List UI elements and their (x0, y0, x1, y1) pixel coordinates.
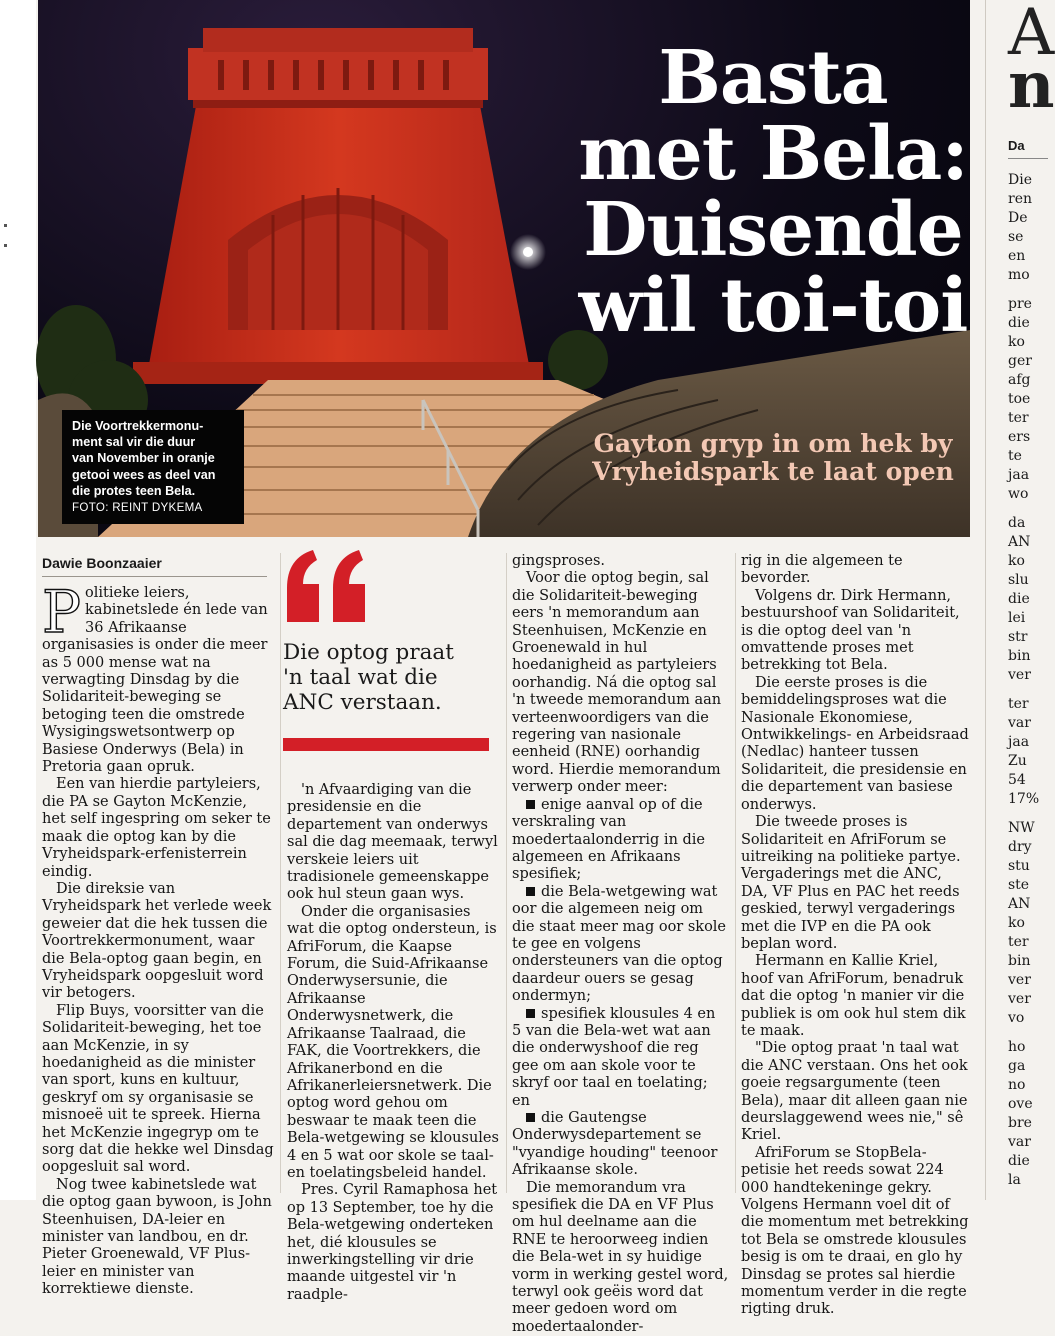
bullet-item: enige aanval op of die verskraling van moedertaalonderrig in die algemeen en Afrikaans spesifiek; (512, 796, 706, 883)
pull-quote-line: 'n taal wat die (283, 665, 438, 690)
next-text-fragment: die (1008, 315, 1030, 331)
next-text-fragment: se (1008, 229, 1024, 245)
next-text-fragment: ter (1008, 696, 1029, 712)
next-text-fragment: Zu (1008, 753, 1027, 769)
article-paragraph: Die tweede proses is Solidariteit en AfriForum se uitreiking na politieke partye. Vergaderings met die ANC, DA, VF Plus en PAC het reeds geskied, terwyl vergaderings met die IVP en die PA ook beplan word. (741, 814, 961, 952)
next-text-fragment: no (1008, 1077, 1026, 1093)
next-text-fragment: 17% (1008, 791, 1040, 807)
next-text-fragment: ers (1008, 429, 1031, 445)
article-paragraph: rig in die algemeen te bevorder. (741, 553, 903, 587)
next-text-fragment: 54 (1008, 772, 1026, 788)
pull-quote-bar (283, 738, 489, 751)
column-rule (735, 553, 736, 1193)
article-paragraph: AfriForum se StopBela-petisie het reeds sowat 224 000 handtekeninge gekry. Volgens Hermann voel dit of die momentum met betrekking tot Bela se omstrede klousules besig is om te draai, en glo hy Dinsdag se protes sal hierdie momentum verder in die regte rigting druk. (741, 1144, 969, 1318)
next-text-fragment: jaa (1008, 734, 1030, 750)
next-text-fragment: var (1008, 1134, 1031, 1150)
next-text-fragment: wo (1008, 486, 1029, 502)
pull-quote-text (283, 640, 483, 715)
next-text-fragment: ger (1008, 353, 1032, 369)
next-text-fragment: la (1008, 1172, 1021, 1188)
next-headline-fragment: n (1008, 48, 1055, 123)
subheadline-line: Gayton gryp in om hek by (593, 429, 953, 458)
bullet-square-icon (526, 1113, 535, 1122)
article-paragraph: "Die optog praat 'n taal wat die ANC verstaan. Ons het ook goeie regsargumente (teen Bela), maar dit alleen gaan nie deurslaggewend wees nie," sê Kriel. (741, 1040, 968, 1144)
next-text-fragment: ove (1008, 1096, 1033, 1112)
bullet-square-icon (526, 887, 535, 896)
column-rule (506, 553, 507, 1193)
article-paragraph: 'n Afvaardiging van die presidensie en die departement van onderwys sal die dag meemaak, terwyl verskeie leiers uit tradisionele gemeenskappe ook hul steun gaan wys. (287, 782, 498, 903)
article-paragraph: Die eerste proses is die bemiddelingsproses wat die Nasionale Ekonomiese, Ontwikkelings- en Arbeidsraad (Nedlac) hanteer tussen Solidariteit, die presidensie en die departement van basiese onderwys. (741, 674, 969, 813)
next-text-fragment: ko (1008, 334, 1025, 350)
next-text-fragment: lei (1008, 610, 1026, 626)
caption-line: van November in oranje (72, 451, 215, 466)
dropcap: P (42, 578, 82, 646)
article-paragraph: gingsproses. (512, 553, 605, 569)
next-text-fragment: jaa (1008, 467, 1030, 483)
article-column-1 (42, 578, 275, 1299)
next-text-fragment: ren (1008, 191, 1032, 207)
edge-mark (4, 244, 7, 247)
next-text-fragment: AN (1008, 896, 1031, 912)
bullet-item: die Bela-wetgewing wat oor die algemeen neig om die staat meer mag oor skole te gee en volgens ondersteuners van die optog daardeur ouers se gesag ondermyn; (512, 883, 727, 1005)
next-text-fragment: te (1008, 448, 1022, 464)
subheadline-line: Vryheidspark te laat open (592, 457, 954, 486)
next-headline-fragment: A (1008, 0, 1055, 70)
headline-line: met Bela: (578, 111, 968, 197)
next-byline-fragment: Da (1008, 138, 1025, 153)
next-byline-rule (1008, 158, 1048, 159)
article-paragraph: Voor die optog begin, sal die Solidariteit-beweging eers 'n memorandum aan Steenhuisen, McKenzie en Groenewald in hul hoedanigheid as partyleiers oorhandig. Ná die optog sal 'n tweede memorandum aan verteenwoordigers van die regering van nasionale eenheid (RNE) oorhandig word. Hierdie memorandum verwerp onder meer: (512, 570, 722, 796)
next-text-fragment: ko (1008, 915, 1025, 931)
article-column-2 (287, 782, 499, 1304)
caption-line: getooi wees as deel van (72, 467, 216, 482)
next-text-fragment: ste (1008, 877, 1030, 893)
next-text-fragment: bre (1008, 1115, 1032, 1131)
next-text-fragment: ver (1008, 667, 1031, 683)
next-text-fragment: var (1008, 715, 1031, 731)
next-text-fragment: mo (1008, 267, 1030, 283)
next-text-fragment: dry (1008, 839, 1032, 855)
bullet-item: spesifiek klousules 4 en 5 van die Bela-wet wat aan die onderwyshoof die reg gee om aan skole voor te skryf oor taal en toelating; en (512, 1005, 716, 1109)
next-text-fragment: stu (1008, 858, 1030, 874)
next-text-fragment: afg (1008, 372, 1031, 388)
next-text-fragment: ter (1008, 934, 1029, 950)
caption-line: Die Voortrekkermonu- (72, 419, 204, 433)
next-text-fragment: die (1008, 591, 1030, 607)
pull-quote-line: ANC verstaan. (283, 690, 442, 715)
edge-mark (4, 224, 7, 227)
next-text-fragment: vo (1008, 1010, 1025, 1026)
next-text-fragment: Die (1008, 172, 1032, 188)
next-text-fragment: toe (1008, 391, 1031, 407)
next-text-fragment: slu (1008, 572, 1029, 588)
bullet-square-icon (526, 1009, 535, 1018)
next-text-fragment: ver (1008, 991, 1031, 1007)
subheadline (578, 430, 968, 486)
byline: Dawie Boonzaaier (42, 555, 162, 571)
article-paragraph: Volgens dr. Dirk Hermann, bestuurshoof van Solidariteit, is die optog deel van 'n omvattende proses met betrekking tot Bela. (741, 587, 960, 674)
photo-caption (62, 410, 244, 524)
column-rule (280, 553, 281, 1193)
next-text-fragment: ter (1008, 410, 1029, 426)
next-article-strip (985, 0, 1055, 1200)
next-text-fragment: bin (1008, 953, 1031, 969)
article-paragraph: Een van hierdie partyleiers, die PA se Gayton McKenzie, het self ingespring om seker te maak die optog kan by die Vryheidspark-erfenisterrein eindig. (42, 776, 271, 880)
headline-line: Basta (658, 35, 888, 121)
next-text-fragment: da (1008, 515, 1026, 531)
article-paragraph: Pres. Cyril Ramaphosa het op 13 September, toe hy die Bela-wetgewing onderteken het, dié klousules se inwerkingstelling vir drie maande uitgestel vir 'n raadple- (287, 1182, 498, 1303)
pull-quote (283, 548, 499, 773)
caption-line: ment sal vir die duur (72, 435, 196, 450)
next-text-fragment: NW (1008, 820, 1035, 836)
caption-line: die protes teen Bela. (72, 483, 196, 498)
article-paragraph: Die memorandum vra spesifiek die DA en VF Plus om hul deelname aan die RNE te heroorweeg indien die Bela-wet in sy huidige vorm in werking gestel word, terwyl ook geëis word dat meer gedoen word om moedertaalonder- (512, 1179, 729, 1335)
next-text-fragment: ver (1008, 972, 1031, 988)
headline-line: Duisende (583, 187, 963, 273)
article-paragraph: Nog twee kabinetslede wat die optog gaan bywoon, is John Steenhuisen, DA-leier en minister van landbou, en dr. Pieter Groenewald, VF Plus-leier en minister van korrektiewe dienste. (42, 1176, 272, 1298)
article-paragraph: Hermann en Kallie Kriel, hoof van AfriForum, benadruk dat die optog 'n manier vir die publiek is om ook hul stem dik te maak. (741, 953, 966, 1039)
monument-crown (203, 28, 473, 52)
article-paragraph: Politieke leiers, kabinetslede én lede van 36 Afrikaanse organisasies is onder die meer as 5 000 mense wat na verwagting Dinsdag by die Solidariteit-beweging se betoging teen die omstrede Wysigingswetsontwerp op Basiese Onderwys (Bela) in Pretoria gaan opruk. (42, 578, 268, 776)
next-text-fragment: bin (1008, 648, 1031, 664)
headline-line: wil toi-toi (578, 263, 968, 349)
next-text-fragment: ga (1008, 1058, 1026, 1074)
next-text-fragment: De (1008, 210, 1028, 226)
bullet-square-icon (526, 800, 535, 809)
next-text-fragment: ko (1008, 553, 1025, 569)
next-text-fragment: die (1008, 1153, 1030, 1169)
article-paragraph: Die direksie van Vryheidspark het verlede week geweier dat die hek tussen die Voortrekkermonument, waar die Bela-optog gaan begin, en Vryheidspark oopgesluit word vir betogers. (42, 880, 272, 1002)
next-text-fragment: en (1008, 248, 1026, 264)
article-column-3 (512, 553, 729, 1336)
next-text-fragment: AN (1008, 534, 1031, 550)
article-paragraph: Flip Buys, voorsitter van die Solidariteit-beweging, het toe aan McKenzie, in sy hoedanigheid as die minister van sport, kuns en kultuur, geskryf om sy organisasie se misnoeë uit te spreek. Hierna het McKenzie ingegryp om te sorg dat die hekke wel Dinsdag oopgesluit sal word. (42, 1002, 274, 1176)
quote-mark-icon (283, 548, 373, 624)
bullet-item: die Gautengse Onderwysdepartement se "vyandige houding" teenoor Afrikaanse skole. (512, 1110, 718, 1179)
pull-quote-line: Die optog praat (283, 640, 454, 665)
next-text-fragment: ho (1008, 1039, 1026, 1055)
next-text-fragment: str (1008, 629, 1028, 645)
page-edge (0, 0, 36, 1200)
article-column-4 (741, 553, 970, 1319)
photo-credit: FOTO: REINT DYKEMA (72, 501, 203, 515)
article-paragraph: Onder die organisasies wat die optog ondersteun, is AfriForum, die Kaapse Forum, die Suid-Afrikaanse Onderwysersunie, die Afrikaanse Onderwysnetwerk, die Afrikaanse Taalraad, die FAK, die Voortrekkers, die Afrikanerbond en die Afrikanerleiersnetwerk. Die optog word gehou om beswaar te maak teen die Bela-wetgewing se klousules 4 en 5 wat oor skole se taal- en toelatingsbeleid handel. (287, 903, 499, 1181)
byline-rule (42, 576, 267, 577)
next-text-fragment: pre (1008, 296, 1032, 312)
headline (578, 35, 968, 349)
